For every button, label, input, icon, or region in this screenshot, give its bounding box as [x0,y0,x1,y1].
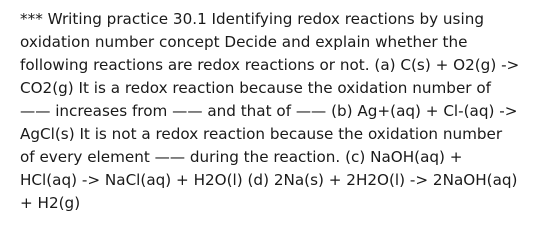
text-line-7: of every element —— during the reaction. (c) NaOH(aq) + [20,148,463,166]
practice-question-text [20,8,550,215]
text-line-6: AgCl(s) It is not a redox reaction because the oxidation number [20,125,503,143]
text-line-5: —— increases from —— and that of —— (b) Ag+(aq) + Cl-(aq) -> [20,102,518,120]
text-line-3: following reactions are redox reactions or not. (a) C(s) + O2(g) -> [20,56,520,74]
text-line-2: oxidation number concept Decide and explain whether the [20,33,468,51]
text-line-9: + H2(g) [20,194,81,212]
text-line-4: CO2(g) It is a redox reaction because the oxidation number of [20,79,492,97]
text-line-1: *** Writing practice 30.1 Identifying redox reactions by using [20,10,484,28]
text-line-8: HCl(aq) -> NaCl(aq) + H2O(l) (d) 2Na(s) + 2H2O(l) -> 2NaOH(aq) [20,171,518,189]
